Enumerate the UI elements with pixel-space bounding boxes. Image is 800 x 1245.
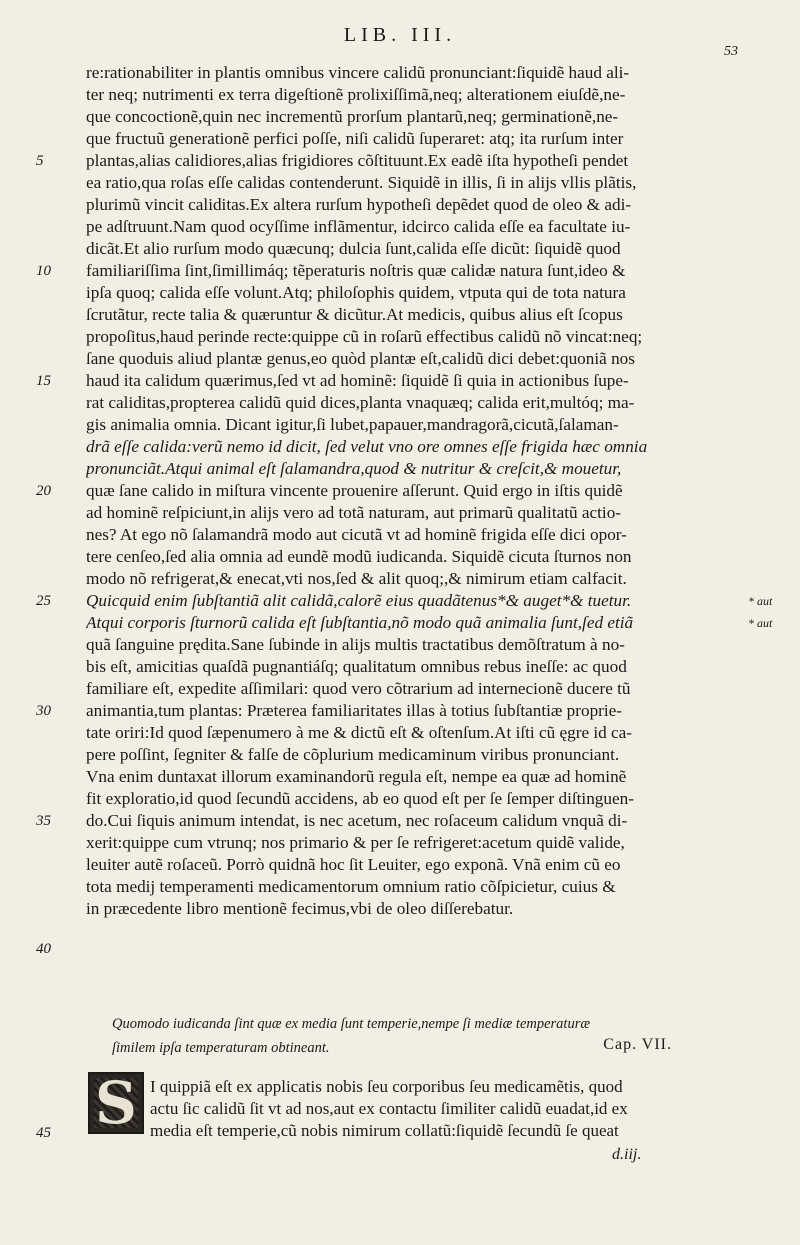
text-line: fit exploratio,id quod ſecundũ accidens, ab eo quod eſt per ſe ſemper diſtinguen- xyxy=(86,789,634,808)
chapter-number: Cap. VII. xyxy=(603,1036,672,1053)
line-number-15: 15 xyxy=(36,373,51,389)
text-line: bis eſt, amicitias quaſdã pugnantiáſq; qualitatum omnibus rebus ineſſe: ac quod xyxy=(86,657,627,676)
chapter-title-line-1: Quomodo iudicanda ſint quæ ex media ſunt temperie,nempe ſi mediæ temperaturæ xyxy=(112,1016,591,1032)
text-line: plurimũ vincit caliditas.Ex altera rurſum hypotheſi depẽdet quod de oleo & adi- xyxy=(86,195,632,214)
text-line: haud ita calidum quærimus,ſed vt ad hominẽ: ſiquidẽ ſi quia in actionibus ſupe- xyxy=(86,371,629,390)
text-line: modo nõ refrigerat,& enecat,vti nos,ſed & alit quoq;,& nimirum etiam calfacit. xyxy=(86,569,627,588)
text-line: xerit:quippe cum vtrunq; nos primario & per ſe refrigeret:acetum quidẽ valide, xyxy=(86,833,625,852)
text-line: tate oriri:Id quod ſæpenumero à me & dictũ eſt & oſtenſum.At iſti cũ ęgre id ca- xyxy=(86,723,633,742)
text-line: dicãt.Et alio rurſum modo quæcunq; dulcia ſunt,calida eſſe dicũt: ſiquidẽ quod xyxy=(86,239,621,258)
text-line: Atqui corporis ſturnorũ calida eſt ſubſtantia,nõ modo quã animalia ſunt,ſed etiã xyxy=(86,613,634,632)
text-line: ſane quoduis aliud plantæ genus,eo quòd plantæ eſt,calidũ dici debet:quoniã nos xyxy=(86,349,635,368)
running-title: LIB. III. xyxy=(343,24,457,46)
text-line: nes? At ego nõ ſalamandrã modo aut cicutã vt ad hominẽ frigida eſſe dici opor- xyxy=(86,525,627,544)
text-line: rat caliditas,propterea calidũ quid dices,planta vnaquæq; calida erit,multóq; ma- xyxy=(86,393,635,412)
text-line: ad hominẽ reſpiciunt,in alijs vero ad totã naturam, aut primarũ qualitatũ actio- xyxy=(86,503,622,522)
main-text-block xyxy=(86,62,742,920)
line-number-25: 25 xyxy=(36,593,51,609)
text-line: media eſt temperie,cũ nobis nimirum collatũ:ſiquidẽ ſecundũ ſe queat xyxy=(150,1121,619,1140)
text-line: familiariſſima ſint,ſimillimáq; tẽperaturis noſtris quæ calidæ natura ſunt,ideo & xyxy=(86,261,626,280)
text-line: pe adſtruunt.Nam quod ocyſſime inflãmentur, idcirco calida eſſe ea facultate iu- xyxy=(86,217,631,236)
line-number-40: 40 xyxy=(36,941,51,957)
text-line: plantas,alias calidiores,alias frigidiores cõſtituunt.Ex eadẽ iſta hypotheſi pendet xyxy=(86,151,629,170)
line-number-35: 35 xyxy=(36,813,51,829)
text-line: pronunciãt.Atqui animal eſt ſalamandra,quod & nutritur & creſcit,& mouetur, xyxy=(86,459,622,478)
text-line: animantia,tum plantas: Præterea familiaritates illas à totius ſubſtantiæ proprie- xyxy=(86,701,623,720)
text-line: gis animalia omnia. Dicant igitur,ſi lubet,papauer,mandragorã,cicutã,ſalaman- xyxy=(86,415,619,434)
text-line: tota medij temperamenti medicamentorum omnium ratio cõſpicietur, cuius & xyxy=(86,877,616,896)
text-line: quã ſanguine prędita.Sane ſubinde in alijs multis tractatibus demõſtratum à no- xyxy=(86,635,625,654)
initial-letter: S xyxy=(95,1069,137,1137)
line-number-30: 30 xyxy=(36,703,51,719)
text-line: do.Cui ſiquis animum intendat, is nec acetum, nec roſaceum calidum vnquã di- xyxy=(86,811,628,830)
text-line: ter neq; nutrimenti ex terra digeſtionẽ prolixiſſimã,neq; alterationem eiuſdẽ,ne- xyxy=(86,85,626,104)
text-line: drã eſſe calida:verũ nemo id dicit, ſed velut vno ore omnes eſſe frigida hæc omnia xyxy=(86,437,648,456)
text-line: quæ ſane calido in miſtura vincente prouenire aſſerunt. Quid ergo in iſtis quidẽ xyxy=(86,481,623,500)
text-line: re:rationabiliter in plantis omnibus vincere calidũ pronunciant:ſiquidẽ haud ali- xyxy=(86,63,630,82)
decorated-initial xyxy=(88,1069,144,1137)
text-line: ſcrutãtur, recte talia & quæruntur & dicũtur.At medicis, quibus alius eſt ſcopus xyxy=(86,305,623,324)
text-line: I quippiã eſt ex applicatis nobis ſeu corporibus ſeu medicamẽtis, quod xyxy=(150,1077,623,1096)
text-line: ipſa quoq; calida eſſe volunt.Atq; philoſophis quidem, vtputa qui de tota natura xyxy=(86,283,626,302)
chapter-opening-text xyxy=(150,1076,742,1142)
marginal-note: * aut xyxy=(748,616,773,630)
line-number-45: 45 xyxy=(36,1125,51,1141)
text-line: Quicquid enim ſubſtantiã alit calidã,calorẽ eius quadãtenus*& auget*& tuetur. xyxy=(86,591,632,610)
text-line: actu ſic calidũ ſit vt ad nos,aut ex contactu ſimiliter calidũ euadat,id ex xyxy=(150,1099,628,1118)
text-line: Vna enim duntaxat illorum examinandorũ regula eſt, nempe ea quæ ad hominẽ xyxy=(86,767,627,786)
line-number-5: 5 xyxy=(36,153,44,169)
text-line: que fructuũ generationẽ perfici poſſe, niſi calidũ ſuperaret: atq; ita rurſum inter xyxy=(86,129,624,148)
text-line: pere poſſint, ſegniter & falſe de cõplurium medicaminum viribus pronunciant. xyxy=(86,745,620,764)
text-line: tere cenſeo,ſed alia omnia ad eundẽ modũ iudicanda. Siquidẽ cicuta ſturnos non xyxy=(86,547,632,566)
text-line: propoſitus,haud perinde recte:quippe cũ in roſarũ effectibus calidũ nõ vincat:neq; xyxy=(86,327,643,346)
text-line: in præcedente libro mentionẽ fecimus,vbi de oleo diſſerebatur. xyxy=(86,899,514,918)
marginal-note: * aut xyxy=(748,594,773,608)
text-line: ea ratio,qua roſas eſſe calidas contenderunt. Siquidẽ in illis, ſi in alijs vllis plãtis, xyxy=(86,173,637,192)
text-line: leuiter autẽ roſaceũ. Porrò quidnã hoc ſit Leuiter, ego exponã. Vnã enim cũ eo xyxy=(86,855,621,874)
chapter-heading xyxy=(112,1012,672,1060)
text-line: familiare eſt, expedite aſſimilari: quod vero cõtrarium ad internecionẽ ducere tũ xyxy=(86,679,631,698)
signature-mark: d.iij. xyxy=(612,1146,642,1163)
page-number: 53 xyxy=(724,44,738,59)
chapter-title-line-2: ſimilem ipſa temperaturam obtineant. xyxy=(112,1040,330,1056)
line-number-20: 20 xyxy=(36,483,51,499)
line-number-10: 10 xyxy=(36,263,51,279)
text-line: que concoctionẽ,quin nec incrementũ prorſum plantarũ,neq; germinationẽ,ne- xyxy=(86,107,619,126)
